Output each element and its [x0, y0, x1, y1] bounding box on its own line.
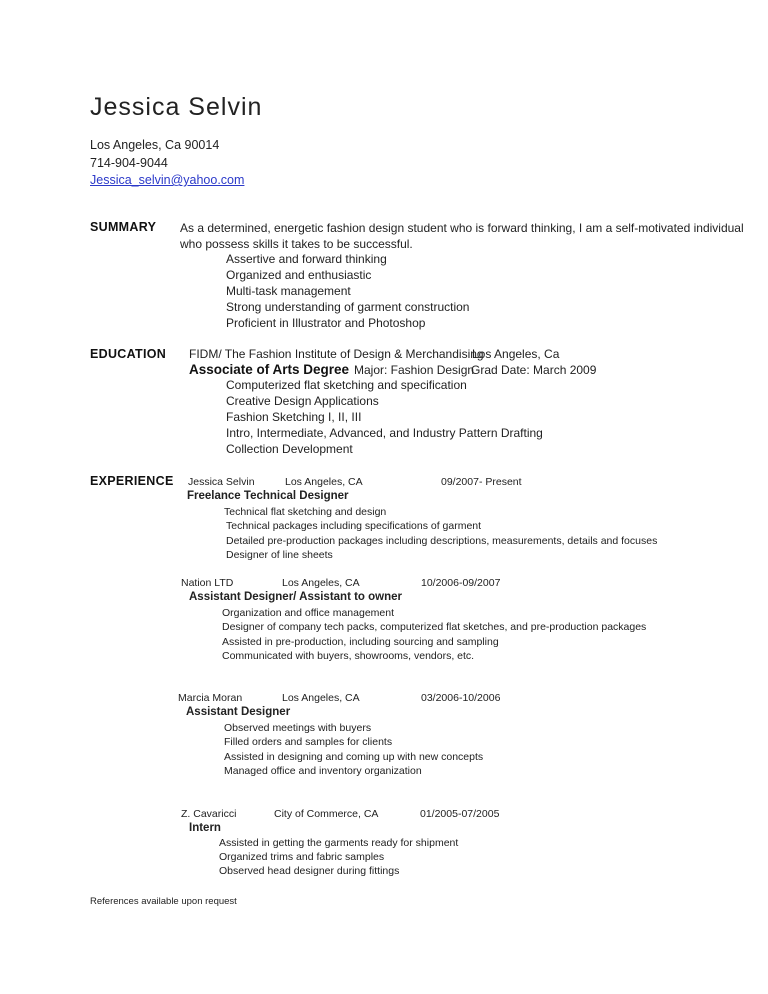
phone: 714-904-9044	[90, 156, 168, 170]
summary-bullet: Assertive and forward thinking	[226, 252, 387, 266]
job-employer: Z. Cavaricci	[181, 808, 237, 820]
job-bullet: Filled orders and samples for clients	[224, 736, 393, 748]
job-title: Freelance Technical Designer	[187, 490, 349, 502]
education-bullet: Computerized flat sketching and specification	[226, 378, 467, 392]
education-school: FIDM/ The Fashion Institute of Design & Merchandising	[189, 347, 484, 361]
education-location: Los Angeles, Ca	[472, 347, 560, 361]
job-bullet: Observed head designer during fittings	[219, 865, 400, 877]
job-bullet: Assisted in getting the garments ready for shipment	[219, 837, 459, 849]
job-dates: 09/2007- Present	[441, 476, 522, 488]
email-link[interactable]: Jessica_selvin@yahoo.com	[90, 173, 245, 187]
job-location: Los Angeles, CA	[282, 692, 360, 704]
job-dates: 01/2005-07/2005	[420, 808, 500, 820]
job-employer: Nation LTD	[181, 577, 234, 589]
education-bullet: Fashion Sketching I, II, III	[226, 410, 362, 424]
job-bullet: Technical packages including specifications of garment	[226, 520, 482, 532]
job-location: Los Angeles, CA	[285, 476, 363, 488]
job-location: Los Angeles, CA	[282, 577, 360, 589]
job-title: Assistant Designer	[186, 706, 291, 718]
job-employer: Jessica Selvin	[188, 476, 255, 488]
references-note: References available upon request	[90, 896, 237, 907]
education-heading: EDUCATION	[90, 347, 167, 361]
job-location: City of Commerce, CA	[274, 808, 379, 820]
job-title: Intern	[189, 822, 221, 834]
job-bullet: Designer of line sheets	[226, 549, 333, 561]
summary-line-2: who possess skills it takes to be successful.	[180, 237, 413, 251]
summary-bullet: Organized and enthusiastic	[226, 268, 372, 282]
job-bullet: Designer of company tech packs, computerized flat sketches, and pre-production packages	[222, 621, 647, 633]
summary-bullet: Multi-task management	[226, 284, 351, 298]
education-degree: Associate of Arts Degree	[189, 362, 350, 377]
summary-heading: SUMMARY	[90, 220, 157, 234]
summary-bullet: Strong understanding of garment construction	[226, 300, 470, 314]
job-bullet: Observed meetings with buyers	[224, 722, 372, 734]
education-bullet: Creative Design Applications	[226, 394, 379, 408]
job-bullet: Assisted in pre-production, including sourcing and sampling	[222, 636, 499, 648]
job-dates: 03/2006-10/2006	[421, 692, 501, 704]
education-grad-date: Grad Date: March 2009	[471, 363, 597, 377]
job-employer: Marcia Moran	[178, 692, 243, 704]
education-bullet: Intro, Intermediate, Advanced, and Industry Pattern Drafting	[226, 426, 543, 440]
job-bullet: Communicated with buyers, showrooms, vendors, etc.	[222, 650, 475, 662]
job-bullet: Organization and office management	[222, 607, 394, 619]
address: Los Angeles, Ca 90014	[90, 138, 220, 152]
education-major: Major: Fashion Design	[354, 363, 475, 377]
job-bullet: Detailed pre-production packages including descriptions, measurements, details and focuses	[226, 535, 658, 547]
education-bullet: Collection Development	[226, 442, 353, 456]
resume-name: Jessica Selvin	[90, 93, 263, 121]
experience-heading: EXPERIENCE	[90, 474, 174, 488]
summary-bullet: Proficient in Illustrator and Photoshop	[226, 316, 426, 330]
job-dates: 10/2006-09/2007	[421, 577, 501, 589]
job-title: Assistant Designer/ Assistant to owner	[189, 591, 403, 603]
job-bullet: Managed office and inventory organization	[224, 765, 422, 777]
job-bullet: Organized trims and fabric samples	[219, 851, 385, 863]
job-bullet: Assisted in designing and coming up with new concepts	[224, 751, 484, 763]
summary-line-1: As a determined, energetic fashion design student who is forward thinking, I am a self-motivated individual	[180, 221, 744, 235]
job-bullet: Technical flat sketching and design	[224, 506, 387, 518]
